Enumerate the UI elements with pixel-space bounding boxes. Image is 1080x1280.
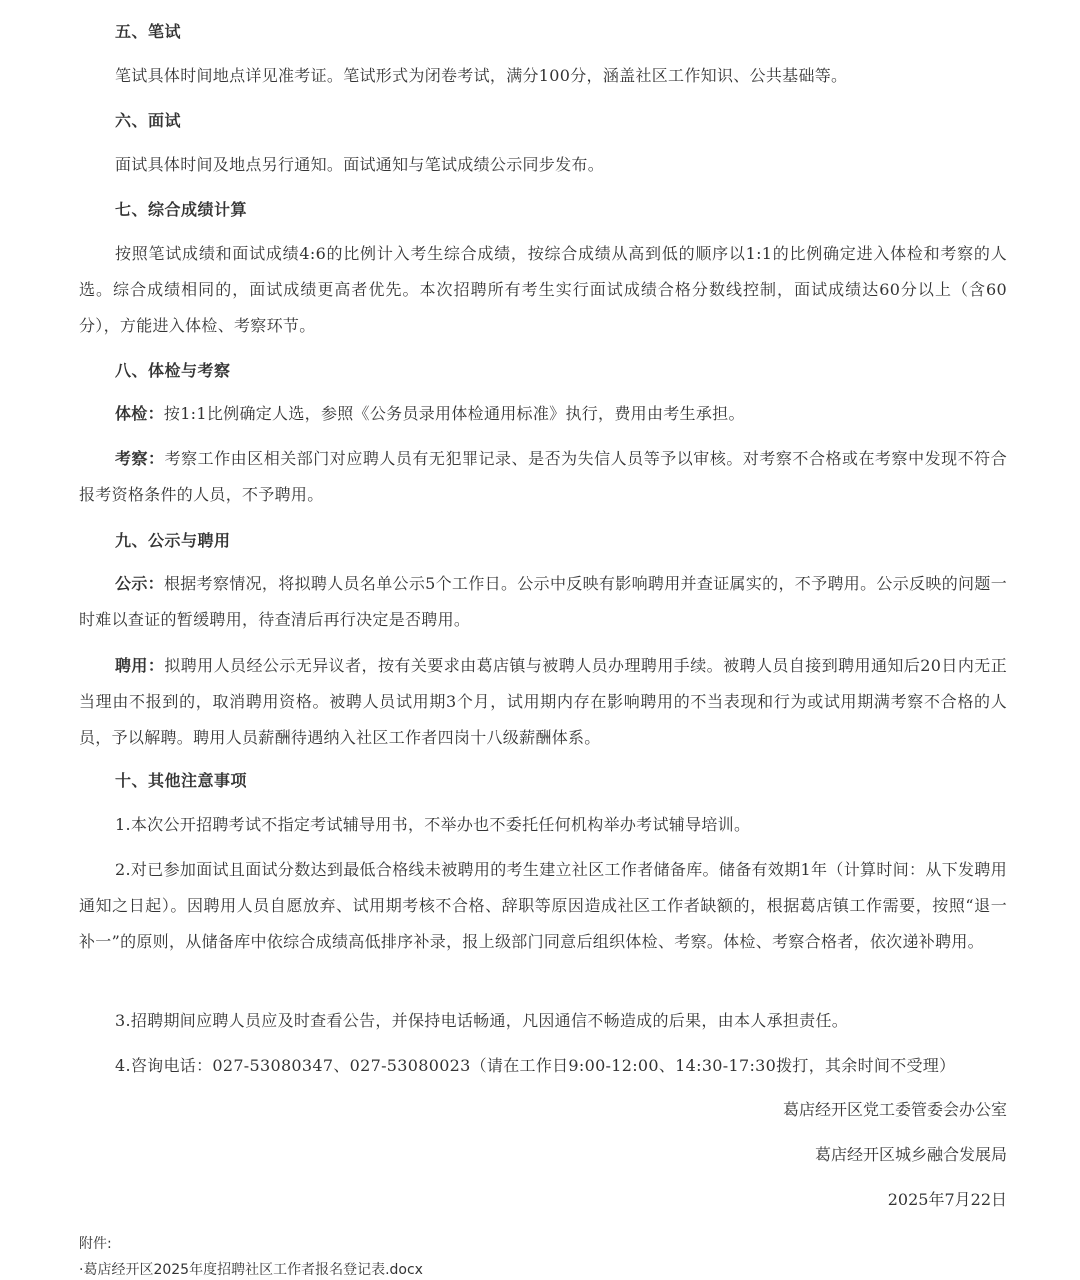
text-medical-exam: 按1:1比例确定人选，参照《公务员录用体检通用标准》执行，费用由考生承担。 <box>163 404 745 423</box>
label-hiring: 聘用： <box>115 656 165 675</box>
signature-org-2: 葛店经开区城乡融合发展局 <box>814 1145 1007 1164</box>
paragraph-medical-exam <box>79 396 1007 432</box>
note-item-4: 4.咨询电话：027-53080347、027-53080023（请在工作日9:00-12:00、14:30-17:30拨打，其余时间不受理） <box>115 1056 956 1075</box>
paragraph-publicity <box>79 566 1007 638</box>
text-publicity: 根据考察情况，将拟聘人员名单公示5个工作日。公示中反映有影响聘用并查证属实的，不予聘用。公示反映的问题一时难以查证的暂缓聘用，待查清后再行决定是否聘用。 <box>79 574 1008 629</box>
paragraph-score-calculation: 按照笔试成绩和面试成绩4:6的比例计入考生综合成绩，按综合成绩从高到低的顺序以1:1的比例确定进入体检和考察的人选。综合成绩相同的，面试成绩更高者优先。本次招聘所有考生实行面试成绩合格分数线控制，面试成绩达60分以上（含60分），方能进入体检、考察环节。 <box>79 244 1007 335</box>
section-heading-score-calculation: 七、综合成绩计算 <box>115 200 248 219</box>
section-heading-interview: 六、面试 <box>115 111 182 130</box>
paragraph-written-exam: 笔试具体时间地点详见准考证。笔试形式为闭卷考试，满分100分，涵盖社区工作知识、公共基础等。 <box>115 66 848 85</box>
section-heading-publicity-hiring: 九、公示与聘用 <box>115 531 231 550</box>
attachment-file-link[interactable]: ·葛店经开区2025年度招聘社区工作者报名登记表.docx <box>79 1262 423 1278</box>
text-review: 考察工作由区相关部门对应聘人员有无犯罪记录、是否为失信人员等予以审核。对考察不合格或在考察中发现不符合报考资格条件的人员，不予聘用。 <box>79 449 1007 504</box>
paragraph-interview: 面试具体时间及地点另行通知。面试通知与笔试成绩公示同步发布。 <box>115 155 605 174</box>
signature-date: 2025年7月22日 <box>887 1190 1007 1209</box>
section-heading-written-exam: 五、笔试 <box>115 22 182 41</box>
label-medical-exam: 体检： <box>115 404 164 423</box>
text-hiring: 拟聘用人员经公示无异议者，按有关要求由葛店镇与被聘人员办理聘用手续。被聘人员自接到聘用通知后20日内无正当理由不报到的，取消聘用资格。被聘人员试用期3个月，试用期内存在影响聘用的不当表现和行为或试用期满考察不合格的人员，予以解聘。聘用人员薪酬待遇纳入社区工作者四岗十八级薪酬体系。 <box>79 656 1007 747</box>
paragraph-hiring <box>79 648 1007 756</box>
section-heading-other-notes: 十、其他注意事项 <box>115 771 248 790</box>
paragraph-review <box>79 441 1007 513</box>
note-item-2: 2.对已参加面试且面试分数达到最低合格线未被聘用的考生建立社区工作者储备库。储备有效期1年（计算时间：从下发聘用通知之日起）。因聘用人员自愿放弃、试用期考核不合格、辞职等原因造成社区工作者缺额的，根据葛店镇工作需要，按照“退一补一”的原则，从储备库中依综合成绩高低排序补录，报上级部门同意后组织体检、考察。体检、考察合格者，依次递补聘用。 <box>79 860 1007 951</box>
label-publicity: 公示： <box>115 574 164 593</box>
note-item-3: 3.招聘期间应聘人员应及时查看公告，并保持电话畅通，凡因通信不畅造成的后果，由本人承担责任。 <box>115 1011 849 1030</box>
note-item-1: 1.本次公开招聘考试不指定考试辅导用书，不举办也不委托任何机构举办考试辅导培训。 <box>115 815 751 834</box>
section-heading-medical-review: 八、体检与考察 <box>115 361 231 380</box>
attachment-label: 附件: <box>79 1236 112 1252</box>
signature-org-1: 葛店经开区党工委管委会办公室 <box>782 1100 1007 1119</box>
label-review: 考察： <box>115 449 165 468</box>
